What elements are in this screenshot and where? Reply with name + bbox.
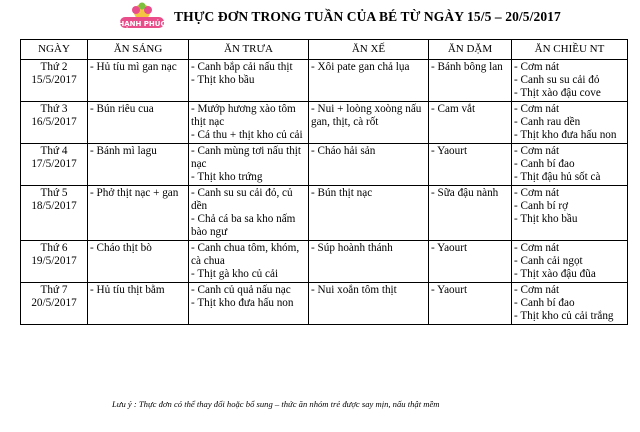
day-cell [21,102,88,144]
meal-item: - Thịt kho bầu [514,213,578,225]
meal-item: - Bún riêu cua [90,103,154,115]
meal-item: - Thịt đậu hủ sốt cà [514,171,601,183]
meal-item: - Súp hoành thánh [311,242,393,254]
date-label: 16/5/2017 [31,116,77,128]
meal-cell-trua [189,283,309,325]
meal-item: - Canh bắp cải nấu thịt [191,61,293,73]
column-header-ngay: NGÀY [21,40,88,60]
meal-item: - Phở thịt nạc + gan [90,187,179,199]
hanh-phuc-logo [114,2,170,32]
meal-item: - Canh su su cải đỏ, củ dền [191,187,293,212]
meal-cell-chieu [512,60,628,102]
meal-item: - Nui xoắn tôm thịt [311,284,397,296]
meal-item: - Canh chua tôm, khóm, cà chua [191,242,300,267]
meal-item: - Thịt kho đưa hấu non [191,297,294,309]
meal-cell-dam [429,186,512,241]
table-row [21,102,628,144]
meal-cell-dam [429,60,512,102]
meal-cell-trua [189,186,309,241]
meal-cell-trua [189,241,309,283]
meal-item: - Canh su su cải đỏ [514,74,600,86]
weekday-label: Thứ 5 [40,187,68,199]
meal-item: - Canh bí đao [514,297,575,309]
meal-item: - Canh rau dền [514,116,581,128]
meal-cell-dam [429,283,512,325]
table-row [21,283,628,325]
day-cell [21,60,88,102]
meal-cell-dam [429,144,512,186]
meal-item: - Thịt kho trứng [191,171,263,183]
day-cell [21,283,88,325]
day-cell [21,186,88,241]
column-header-an-dam: ĂN DẶM [429,40,512,60]
meal-item: - Xôi pate gan chả lụa [311,61,410,73]
date-label: 20/5/2017 [31,297,77,309]
meal-cell-sang [88,102,189,144]
meal-cell-chieu [512,144,628,186]
meal-item: - Cá thu + thịt kho củ cải [191,129,303,141]
meal-cell-chieu [512,102,628,144]
weekly-menu-table [20,39,628,325]
table-row [21,186,628,241]
table-body [21,60,628,325]
meal-item: - Sữa đậu nành [431,187,499,199]
meal-item: - Bánh bông lan [431,61,503,73]
weekday-label: Thứ 6 [40,242,68,254]
date-label: 17/5/2017 [31,158,77,170]
meal-cell-xe [309,241,429,283]
meal-item: - Canh cải ngọt [514,255,583,267]
meal-item: - Cơm nát [514,103,560,115]
meal-item: - Canh bí rợ [514,200,569,212]
meal-cell-chieu [512,283,628,325]
meal-cell-trua [189,144,309,186]
meal-item: - Mướp hương xào tôm thịt nạc [191,103,296,128]
meal-cell-dam [429,241,512,283]
meal-cell-xe [309,60,429,102]
meal-item: - Thịt kho củ cải trắng [514,310,614,322]
date-label: 19/5/2017 [31,255,77,267]
meal-item: - Cơm nát [514,61,560,73]
meal-cell-xe [309,186,429,241]
meal-cell-sang [88,60,189,102]
meal-cell-sang [88,283,189,325]
column-header-an-trua: ĂN TRƯA [189,40,309,60]
table-row [21,241,628,283]
column-header-an-chieu: ĂN CHIỀU NT [512,40,628,60]
meal-item: - Yaourt [431,242,468,254]
weekday-label: Thứ 4 [40,145,68,157]
meal-item: - Cháo thịt bò [90,242,152,254]
meal-item: - Cơm nát [514,187,560,199]
meal-item: - Thịt kho bầu [191,74,255,86]
meal-cell-dam [429,102,512,144]
footer-note: Lưu ý : Thực đơn có thể thay đổi hoặc bổ sung – thức ăn nhóm trẻ được say mịn, nấu thật mềm [112,399,440,409]
meal-item: - Cháo hải sản [311,145,376,157]
meal-item: - Thịt gà kho củ cải [191,268,279,280]
column-header-an-xe: ĂN XẾ [309,40,429,60]
meal-cell-chieu [512,241,628,283]
logo-text: HẠNH PHÚC [118,20,166,28]
meal-item: - Yaourt [431,145,468,157]
meal-cell-trua [189,60,309,102]
meal-item: - Thịt xào đậu đũa [514,268,596,280]
page-title: THỰC ĐƠN TRONG TUẦN CỦA BÉ TỪ NGÀY 15/5 – 20/5/2017 [174,9,561,24]
meal-item: - Canh củ quả nấu nạc [191,284,291,296]
table-header-row [21,40,628,60]
meal-cell-xe [309,283,429,325]
meal-cell-sang [88,241,189,283]
meal-item: - Hủ tíu mì gan nạc [90,61,177,73]
weekday-label: Thứ 2 [40,61,68,73]
day-cell [21,144,88,186]
column-header-an-sang: ĂN SÁNG [88,40,189,60]
meal-item: - Canh mùng tơi nấu thịt nạc [191,145,302,170]
meal-cell-sang [88,186,189,241]
meal-cell-trua [189,102,309,144]
meal-item: - Yaourt [431,284,468,296]
meal-item: - Chả cá ba sa kho nấm bào ngư [191,213,296,238]
meal-cell-xe [309,102,429,144]
date-label: 15/5/2017 [31,74,77,86]
meal-item: - Cam vắt [431,103,476,115]
meal-item: - Cơm nát [514,242,560,254]
date-label: 18/5/2017 [31,200,77,212]
meal-cell-sang [88,144,189,186]
weekday-label: Thứ 7 [40,284,68,296]
meal-item: - Canh bí đao [514,158,575,170]
meal-item: - Bún thịt nạc [311,187,373,199]
table-row [21,60,628,102]
weekday-label: Thứ 3 [40,103,68,115]
meal-item: - Cơm nát [514,145,560,157]
meal-item: - Thịt xào đậu cove [514,87,601,99]
table-row [21,144,628,186]
meal-item: - Thịt kho đưa hấu non [514,129,617,141]
meal-item: - Nui + loòng xoòng nấu gan, thịt, cà rốt [311,103,422,128]
meal-item: - Hủ tíu thịt bằm [90,284,165,296]
day-cell [21,241,88,283]
meal-item: - Bánh mì lagu [90,145,157,157]
meal-item: - Cơm nát [514,284,560,296]
meal-cell-xe [309,144,429,186]
meal-cell-chieu [512,186,628,241]
